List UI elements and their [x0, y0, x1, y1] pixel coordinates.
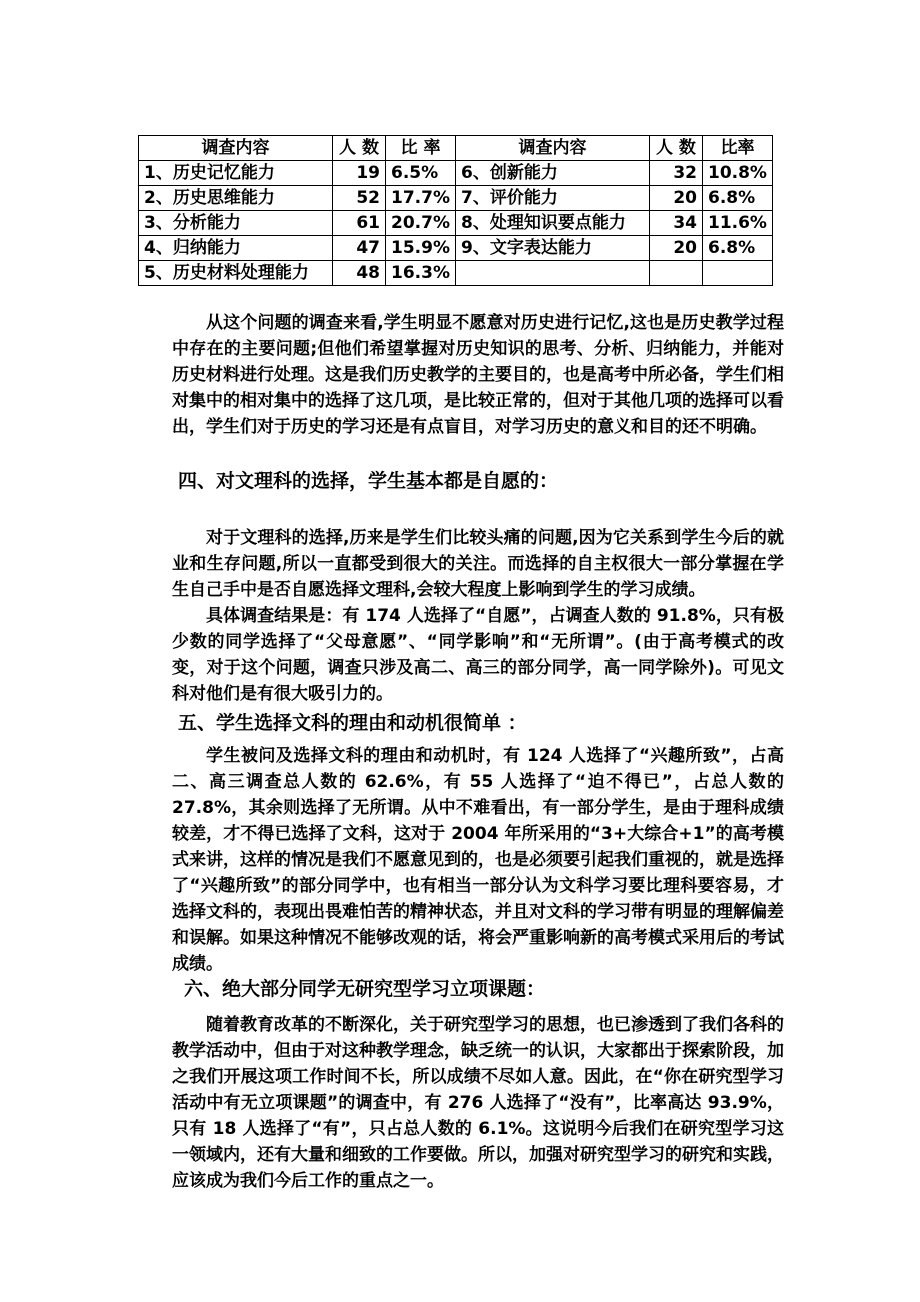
table-cell: 19 [333, 161, 386, 186]
heading-section-4: 四、对文理科的选择，学生基本都是自愿的： [178, 470, 559, 492]
table-row [139, 186, 773, 211]
table-cell [455, 261, 649, 286]
table-cell: 3、分析能力 [139, 211, 333, 236]
table-cell: 52 [333, 186, 386, 211]
table-cell: 10.8% [702, 161, 772, 186]
heading-section-5: 五、学生选择文科的理由和动机很简单 ： [178, 712, 527, 734]
survey-table [138, 135, 773, 286]
table-row [139, 236, 773, 261]
header-item-1: 调查内容 [139, 136, 333, 161]
table-header-row [139, 136, 773, 161]
table-cell: 2、历史思维能力 [139, 186, 333, 211]
table-cell: 11.6% [702, 211, 772, 236]
table-cell: 61 [333, 211, 386, 236]
table-cell: 1、历史记忆能力 [139, 161, 333, 186]
table-cell: 4、归纳能力 [139, 236, 333, 261]
table-cell: 34 [649, 211, 702, 236]
table-cell: 5、历史材料处理能力 [139, 261, 333, 286]
table-cell: 15.9% [386, 236, 456, 261]
table-row [139, 161, 773, 186]
table-cell: 17.7% [386, 186, 456, 211]
header-item-2: 调查内容 [455, 136, 649, 161]
paragraph-subject-choice: 对于文理科的选择,历来是学生们比较头痛的问题,因为它关系到学生今后的就业和生存问题,所以一直都受到很大的关注。而选择的自主权很大一部分掌握在学生自己手中是否自愿选择文理科,会较大程度上影响到学生的学习成绩。 [172, 528, 784, 600]
table-cell: 16.3% [386, 261, 456, 286]
paragraph-survey-result-voluntary: 具体调查结果是：有 174 人选择了“自愿”，占调查人数的 91.8%，只有极少数的同学选择了“父母意愿”、“同学影响”和“无所谓”。(由于高考模式的改变，对于这个问题，调查只涉及高二、高三的部分同学，高一同学除外)。可见文科对他们是有很大吸引力的。 [172, 606, 784, 704]
header-rate-2: 比率 [702, 136, 772, 161]
table-cell: 20 [649, 236, 702, 261]
table-cell: 20 [649, 186, 702, 211]
table-cell [702, 261, 772, 286]
table-cell [649, 261, 702, 286]
header-count-1: 人 数 [333, 136, 386, 161]
paragraph-reasons-liberal-arts: 学生被问及选择文科的理由和动机时，有 124 人选择了“兴趣所致”，占高二、高三调查总人数的 62.6%，有 55 人选择了“迫不得已”，占总人数的 27.8%，其余则选择了无所谓。从中不难看出，有一部分学生，是由于理科成绩较差，才不得已选择了文科，这对于 2004 年所采用的“3+大综合+1”的高考模式来讲，这样的情况是我们不愿意见到的，也是必须要引起我们重视的，就是选择了“兴趣所致”的部分同学中，也有相当一部分认为文科学习要比理科要容易，才选择文科的，表现出畏难怕苦的精神状态，并且对文科的学习带有明显的理解偏差和误解。如果这种情况不能够改观的话，将会严重影响新的高考模式采用后的考试成绩。 [172, 746, 784, 974]
table-cell: 6.8% [702, 186, 772, 211]
table-row [139, 211, 773, 236]
table-cell: 9、文字表达能力 [455, 236, 649, 261]
header-rate-1: 比 率 [386, 136, 456, 161]
table-cell: 6、创新能力 [455, 161, 649, 186]
table-cell: 8、处理知识要点能力 [455, 211, 649, 236]
table-cell: 48 [333, 261, 386, 286]
table-cell: 47 [333, 236, 386, 261]
table-cell: 6.5% [386, 161, 456, 186]
paragraph-analysis-memory: 从这个问题的调查来看,学生明显不愿意对历史进行记忆,这也是历史教学过程中存在的主要问题;但他们希望掌握对历史知识的思考、分析、归纳能力，并能对历史材料进行处理。这是我们历史教学的主要目的，也是高考中所必备，学生们相对集中的相对集中的选择了这几项，是比较正常的，但对于其他几项的选择可以看出，学生们对于历史的学习还是有点盲目，对学习历史的意义和目的还不明确。 [172, 313, 784, 437]
header-count-2: 人 数 [649, 136, 702, 161]
heading-section-6: 六、绝大部分同学无研究型学习立项课题： [184, 978, 546, 1000]
table-cell: 6.8% [702, 236, 772, 261]
table-row [139, 261, 773, 286]
paragraph-research-learning: 随着教育改革的不断深化，关于研究型学习的思想，也已渗透到了我们各科的教学活动中，但由于对这种教学理念，缺乏统一的认识，大家都出于探索阶段，加之我们开展这项工作时间不长，所以成绩不尽如人意。因此，在“你在研究型学习活动中有无立项课题”的调查中，有 276 人选择了“没有”，比率高达 93.9%，只有 18 人选择了“有”，只占总人数的 6.1%。这说明今后我们在研究型学习这一领域内，还有大量和细致的工作要做。所以，加强对研究型学习的研究和实践，应该成为我们今后工作的重点之一。 [172, 1015, 784, 1191]
table-cell: 32 [649, 161, 702, 186]
table-cell: 7、评价能力 [455, 186, 649, 211]
table-cell: 20.7% [386, 211, 456, 236]
